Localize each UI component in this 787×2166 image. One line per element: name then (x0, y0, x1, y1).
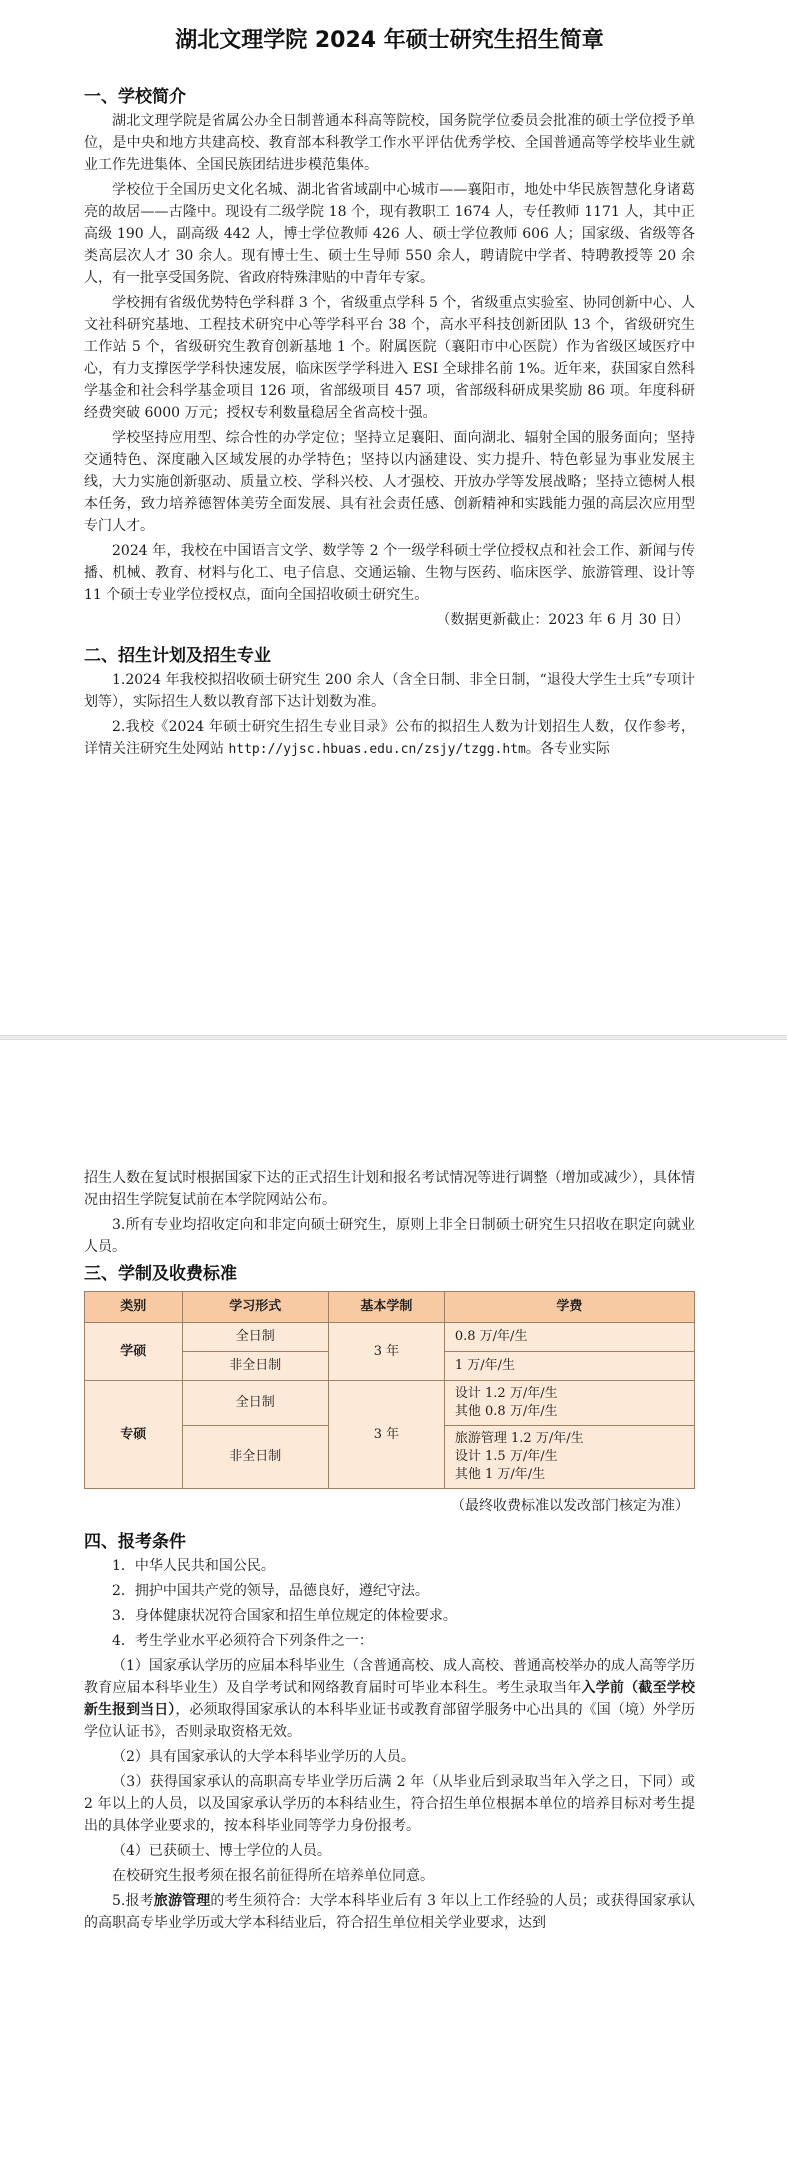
paragraph: 在校研究生报考须在报名前征得所在培养单位同意。 (112, 1868, 434, 1884)
condition-item: 1．中华人民共和国公民。 (112, 1558, 275, 1574)
column-header: 类别 (85, 1292, 183, 1323)
duration-cell: 3 年 (328, 1323, 444, 1381)
fee-line: 其他 1 万/年/生 (454, 1467, 546, 1482)
fee-line: 其他 0.8 万/年/生 (454, 1404, 558, 1419)
column-header: 学习形式 (182, 1292, 328, 1323)
condition-item: 2．拥护中国共产党的领导，品德良好，遵纪守法。 (112, 1583, 429, 1599)
category-cell: 专硕 (85, 1381, 183, 1489)
paragraph: 2024 年，我校在中国语言文学、数学等 2 个一级学科硕士学位授权点和社会工作、新闻与传播、机械、教育、材料与化工、电子信息、交通运输、生物与医药、临床医学、旅游管理、设计等 11 个硕士专业学位授权点，面向全国招收硕士研究生。 (84, 543, 695, 603)
condition-subitem: （3）获得国家承认的高职高专毕业学历后满 2 年（从毕业后到录取当年入学之日，下同）或 2 年以上的人员，以及国家承认学历的本科结业生，符合招生单位根据本单位的培养目标对考生提出的具体学业要求的，按本科毕业同等学力身份报考。 (84, 1774, 695, 1834)
condition-item: 4．考生学业水平必须符合下列条件之一： (112, 1633, 373, 1649)
section-heading-eligibility: 四、报考条件 (84, 1532, 186, 1552)
fee-cell: 0.8 万/年/生 (444, 1323, 694, 1352)
paragraph: 学校位于全国历史文化名城、湖北省省域副中心城市——襄阳市，地处中华民族智慧化身诸葛亮的故居——古隆中。现设有二级学院 18 个，现有教职工 1674 人，专任教师 1171 人，其中正高级 190 人，副高级 442 人，博士学位教师 426 人、硕士学位教师 606 人；国家级、省级等各类高层次人才 30 余人。现有博士生、硕士生导师 550 余人，聘请院中学者、特聘教授等 20 余人，有一批享受国务院、省政府特殊津贴的中青年专家。 (84, 182, 695, 286)
condition-subitem: （4）已获硕士、博士学位的人员。 (112, 1843, 331, 1859)
fee-cell (444, 1381, 694, 1426)
paragraph-continued: 招生人数在复试时根据国家下达的正式招生计划和报名考试情况等进行调整（增加或减少），具体情况由招生学院复试前在本学院网站公布。 (84, 1170, 695, 1208)
paragraph: 3.所有专业均招收定向和非定向硕士研究生，原则上非全日制硕士研究生只招收在职定向就业人员。 (84, 1217, 695, 1255)
duration-cell: 3 年 (328, 1381, 444, 1489)
paragraph: 学校坚持应用型、综合性的办学定位；坚持立足襄阳、面向湖北、辐射全国的服务面向；坚持交通特色、深度融入区域发展的办学特色；坚持以内涵建设、实力提升、特色彰显为事业发展主线，大力实施创新驱动、质量立校、学科兴校、人才强校、开放办学等发展战略；坚持立德树人根本任务，致力培养德智体美劳全面发展、具有社会责任感、创新精神和实践能力强的高层次应用型专门人才。 (84, 430, 695, 534)
condition-item (84, 1890, 695, 1934)
emphasis-text: 旅游管理 (153, 1893, 211, 1909)
column-header: 学费 (444, 1292, 694, 1323)
paragraph (84, 716, 695, 761)
fee-note: （最终收费标准以发改部门核定为准） (451, 1498, 689, 1514)
column-header: 基本学制 (328, 1292, 444, 1323)
condition-subitem: （2）具有国家承认的大学本科毕业学历的人员。 (112, 1749, 415, 1765)
paragraph: 湖北文理学院是省属公办全日制普通本科高等院校，国务院学位委员会批准的硕士学位授予单位，是中央和地方共建高校、教育部本科教学工作水平评估优秀学校、全国普通高等学校毕业生就业工作先进集体、全国民族团结进步模范集体。 (84, 113, 695, 173)
fee-table (84, 1291, 695, 1489)
data-update-note: （数据更新截止：2023 年 6 月 30 日） (436, 612, 689, 628)
emphasis-text: 入学前（截至学校新生报到当日） (84, 1680, 695, 1718)
table-row (85, 1381, 695, 1426)
study-form-cell: 非全日制 (182, 1352, 328, 1381)
fee-line: 旅游管理 1.2 万/年/生 (454, 1431, 584, 1446)
paragraph-text: 。各专业实际 (525, 741, 610, 757)
fee-cell: 1 万/年/生 (444, 1352, 694, 1381)
fee-line: 设计 1.2 万/年/生 (454, 1386, 558, 1401)
paragraph: 学校拥有省级优势特色学科群 3 个，省级重点学科 5 个，省级重点实验室、协同创新中心、人文社科研究基地、工程技术研究中心等学科平台 38 个，高水平科技创新团队 13 个，省级研究生工作站 5 个，省级研究生教育创新基地 1 个。附属医院（襄阳市中心医院）作为省级区域医疗中心，有力支撑医学学科快速发展，临床医学学科进入 ESI 全球排名前 1%。近年来，获国家自然科学基金和社会科学基金项目 126 项，省部级项目 457 项，省部级科研成果奖励 86 项。年度科研经费突破 6000 万元；授权专利数量稳居全省高校十强。 (84, 295, 695, 421)
document-title: 湖北文理学院 2024 年硕士研究生招生简章 (175, 28, 604, 53)
condition-item: 3．身体健康状况符合国家和招生单位规定的体检要求。 (112, 1608, 457, 1624)
study-form-cell: 全日制 (182, 1381, 328, 1426)
paragraph-text: ，必须取得国家承认的本科毕业证书或教育部留学服务中心出具的《国（境）外学历学位认证书》，否则录取资格无效。 (84, 1702, 696, 1740)
document-page-1 (0, 0, 787, 1035)
condition-subitem (84, 1655, 695, 1743)
section-heading-fees: 三、学制及收费标准 (84, 1264, 237, 1284)
paragraph-text: （1）国家承认学历的应届本科毕业生（含普通高校、成人高校、普通高校举办的成人高等学历教育应届本科毕业生）及自学考试和网络教育届时可毕业本科生。考生录取当年 (84, 1658, 695, 1696)
graduate-office-link[interactable]: http://yjsc.hbuas.edu.cn/zsjy/tzgg.htm (228, 742, 526, 757)
fee-cell (444, 1426, 694, 1489)
fee-line: 设计 1.5 万/年/生 (454, 1449, 558, 1464)
section-heading-school-intro: 一、学校简介 (84, 87, 186, 107)
document-page-2 (0, 1040, 787, 2166)
study-form-cell: 非全日制 (182, 1426, 328, 1489)
table-row (85, 1323, 695, 1352)
paragraph-text: 5.报考 (112, 1893, 154, 1909)
section-heading-enrollment-plan: 二、招生计划及招生专业 (84, 646, 271, 666)
table-header-row (85, 1292, 695, 1323)
paragraph-text: 的考生须符合：大学本科毕业后有 3 年以上工作经验的人员；或获得国家承认的高职高专毕业学历或大学本科结业后，符合招生单位相关学业要求，达到 (84, 1893, 696, 1931)
category-cell: 学硕 (85, 1323, 183, 1381)
study-form-cell: 全日制 (182, 1323, 328, 1352)
paragraph-text: 2.我校《2024 年硕士研究生招生专业目录》公布的拟招生人数为计划招生人数，仅作参考，详情关注研究生处网站 (84, 719, 695, 757)
paragraph: 1.2024 年我校拟招收硕士研究生 200 余人（含全日制、非全日制，“退役大学生士兵”专项计划等），实际招生人数以教育部下达计划数为准。 (84, 672, 695, 710)
